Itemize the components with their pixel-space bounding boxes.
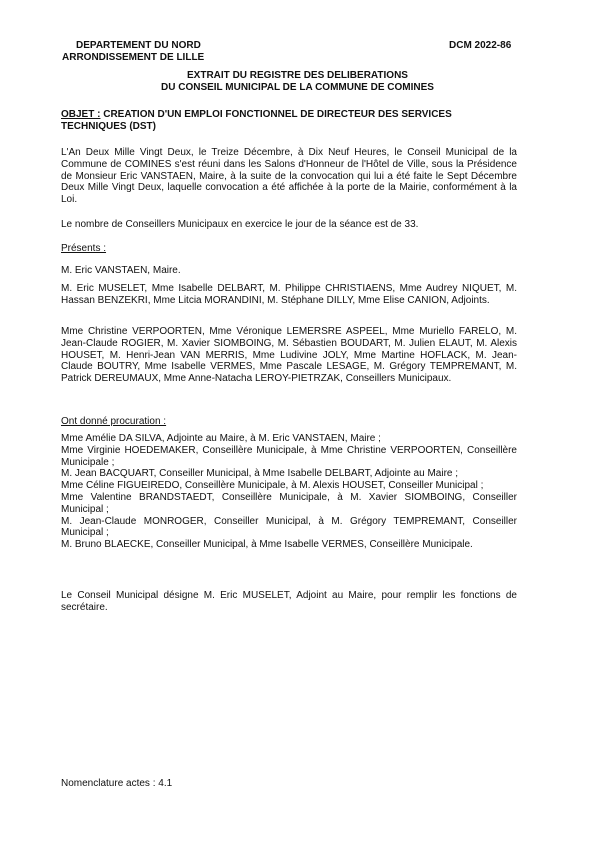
secretaire-paragraph: Le Conseil Municipal désigne M. Eric MUSELET, Adjoint au Maire, pour remplir les fonctions de secrétaire. bbox=[61, 590, 517, 613]
procuration-item: Mme Amélie DA SILVA, Adjointe au Maire, à M. Eric VANSTAEN, Maire ; bbox=[61, 433, 381, 444]
procuration-item: Mme Céline FIGUEIREDO, Conseillère Municipale, à M. Alexis HOUSET, Conseiller Municipal ; bbox=[61, 480, 484, 492]
intro-paragraph: L'An Deux Mille Vingt Deux, le Treize Décembre, à Dix Neuf Heures, le Conseil Municipal de la Commune de COMINES s'est réuni dans les Salons d'Honneur de l'Hôtel de Ville, sous la Présidence de Monsieur Eric VANSTAEN, Maire, à la suite de la convocation qui lui a été faite le Sept Décembre Deux Mille Vingt Deux, laquelle convocation a été affichée à la porte de la Mairie, conformément à la Loi. bbox=[61, 147, 517, 206]
procuration-item: M. Jean BACQUART, Conseiller Municipal, à Mme Isabelle DELBART, Adjointe au Maire ; bbox=[61, 468, 459, 480]
objet-text: CREATION D'UN EMPLOI FONCTIONNEL DE DIRECTEUR DES SERVICES TECHNIQUES (DST) bbox=[61, 109, 452, 132]
presents-mayor: M. Eric VANSTAEN, Maire. bbox=[61, 265, 181, 276]
procuration-item: M. Jean-Claude MONROGER, Conseiller Municipal, à M. Grégory TEMPREMANT, Conseiller Municipal ; bbox=[61, 515, 517, 539]
title-line-1: EXTRAIT DU REGISTRE DES DELIBERATIONS bbox=[187, 70, 408, 81]
quorum-paragraph: Le nombre de Conseillers Municipaux en exercice le jour de la séance est de 33. bbox=[61, 219, 419, 230]
nomenclature: Nomenclature actes : 4.1 bbox=[61, 778, 173, 789]
objet-block bbox=[61, 109, 517, 133]
presents-adjoints: M. Eric MUSELET, Mme Isabelle DELBART, M. Philippe CHRISTIAENS, Mme Audrey NIQUET, M. Hassan BENZEKRI, Mme Litcia MORANDINI, M. Stéphane DILLY, Mme Elise CANION, Adjoints. bbox=[61, 283, 517, 306]
procuration-item: M. Bruno BLAECKE, Conseiller Municipal, à Mme Isabelle VERMES, Conseillère Municipale. bbox=[61, 539, 473, 551]
procuration-item: Mme Valentine BRANDSTAEDT, Conseillère Municipale, à M. Xavier SIOMBOING, Conseiller Municipal ; bbox=[61, 491, 517, 515]
objet-label: OBJET : bbox=[61, 109, 101, 120]
title-line-2: DU CONSEIL MUNICIPAL DE LA COMMUNE DE COMINES bbox=[161, 82, 434, 93]
procurations-list bbox=[61, 433, 517, 551]
header-arrondissement: ARRONDISSEMENT DE LILLE bbox=[62, 52, 205, 63]
presents-label: Présents : bbox=[61, 243, 107, 254]
header-department bbox=[76, 40, 201, 52]
header-reference: DCM 2022-86 bbox=[449, 40, 512, 51]
procurations-label: Ont donné procuration : bbox=[61, 416, 167, 427]
header-department-line: DEPARTEMENT DU NORD bbox=[76, 40, 201, 51]
procuration-item: Mme Virginie HOEDEMAKER, Conseillère Municipale, à Mme Christine VERPOORTEN, Conseillère Municipale ; bbox=[61, 444, 517, 468]
presents-conseillers: Mme Christine VERPOORTEN, Mme Véronique LEMERSRE ASPEEL, Mme Muriello FARELO, M. Jean-Claude ROGIER, M. Xavier SIOMBOING, M. Sébastien BOUDART, M. Julien ELAUT, M. Alexis HOUSET, M. Henri-Jean VAN MERRIS, Mme Ludivine JOLY, Mme Martine HOFLACK, M. Jean-Claude BOUTRY, Mme Isabelle VERMES, Mme Pascale LESAGE, M. Grégory TEMPREMANT, M. Patrick DEREUMAUX, Mme Anne-Natacha LEROY-PIETRZAK, Conseillers Municipaux. bbox=[61, 326, 517, 385]
